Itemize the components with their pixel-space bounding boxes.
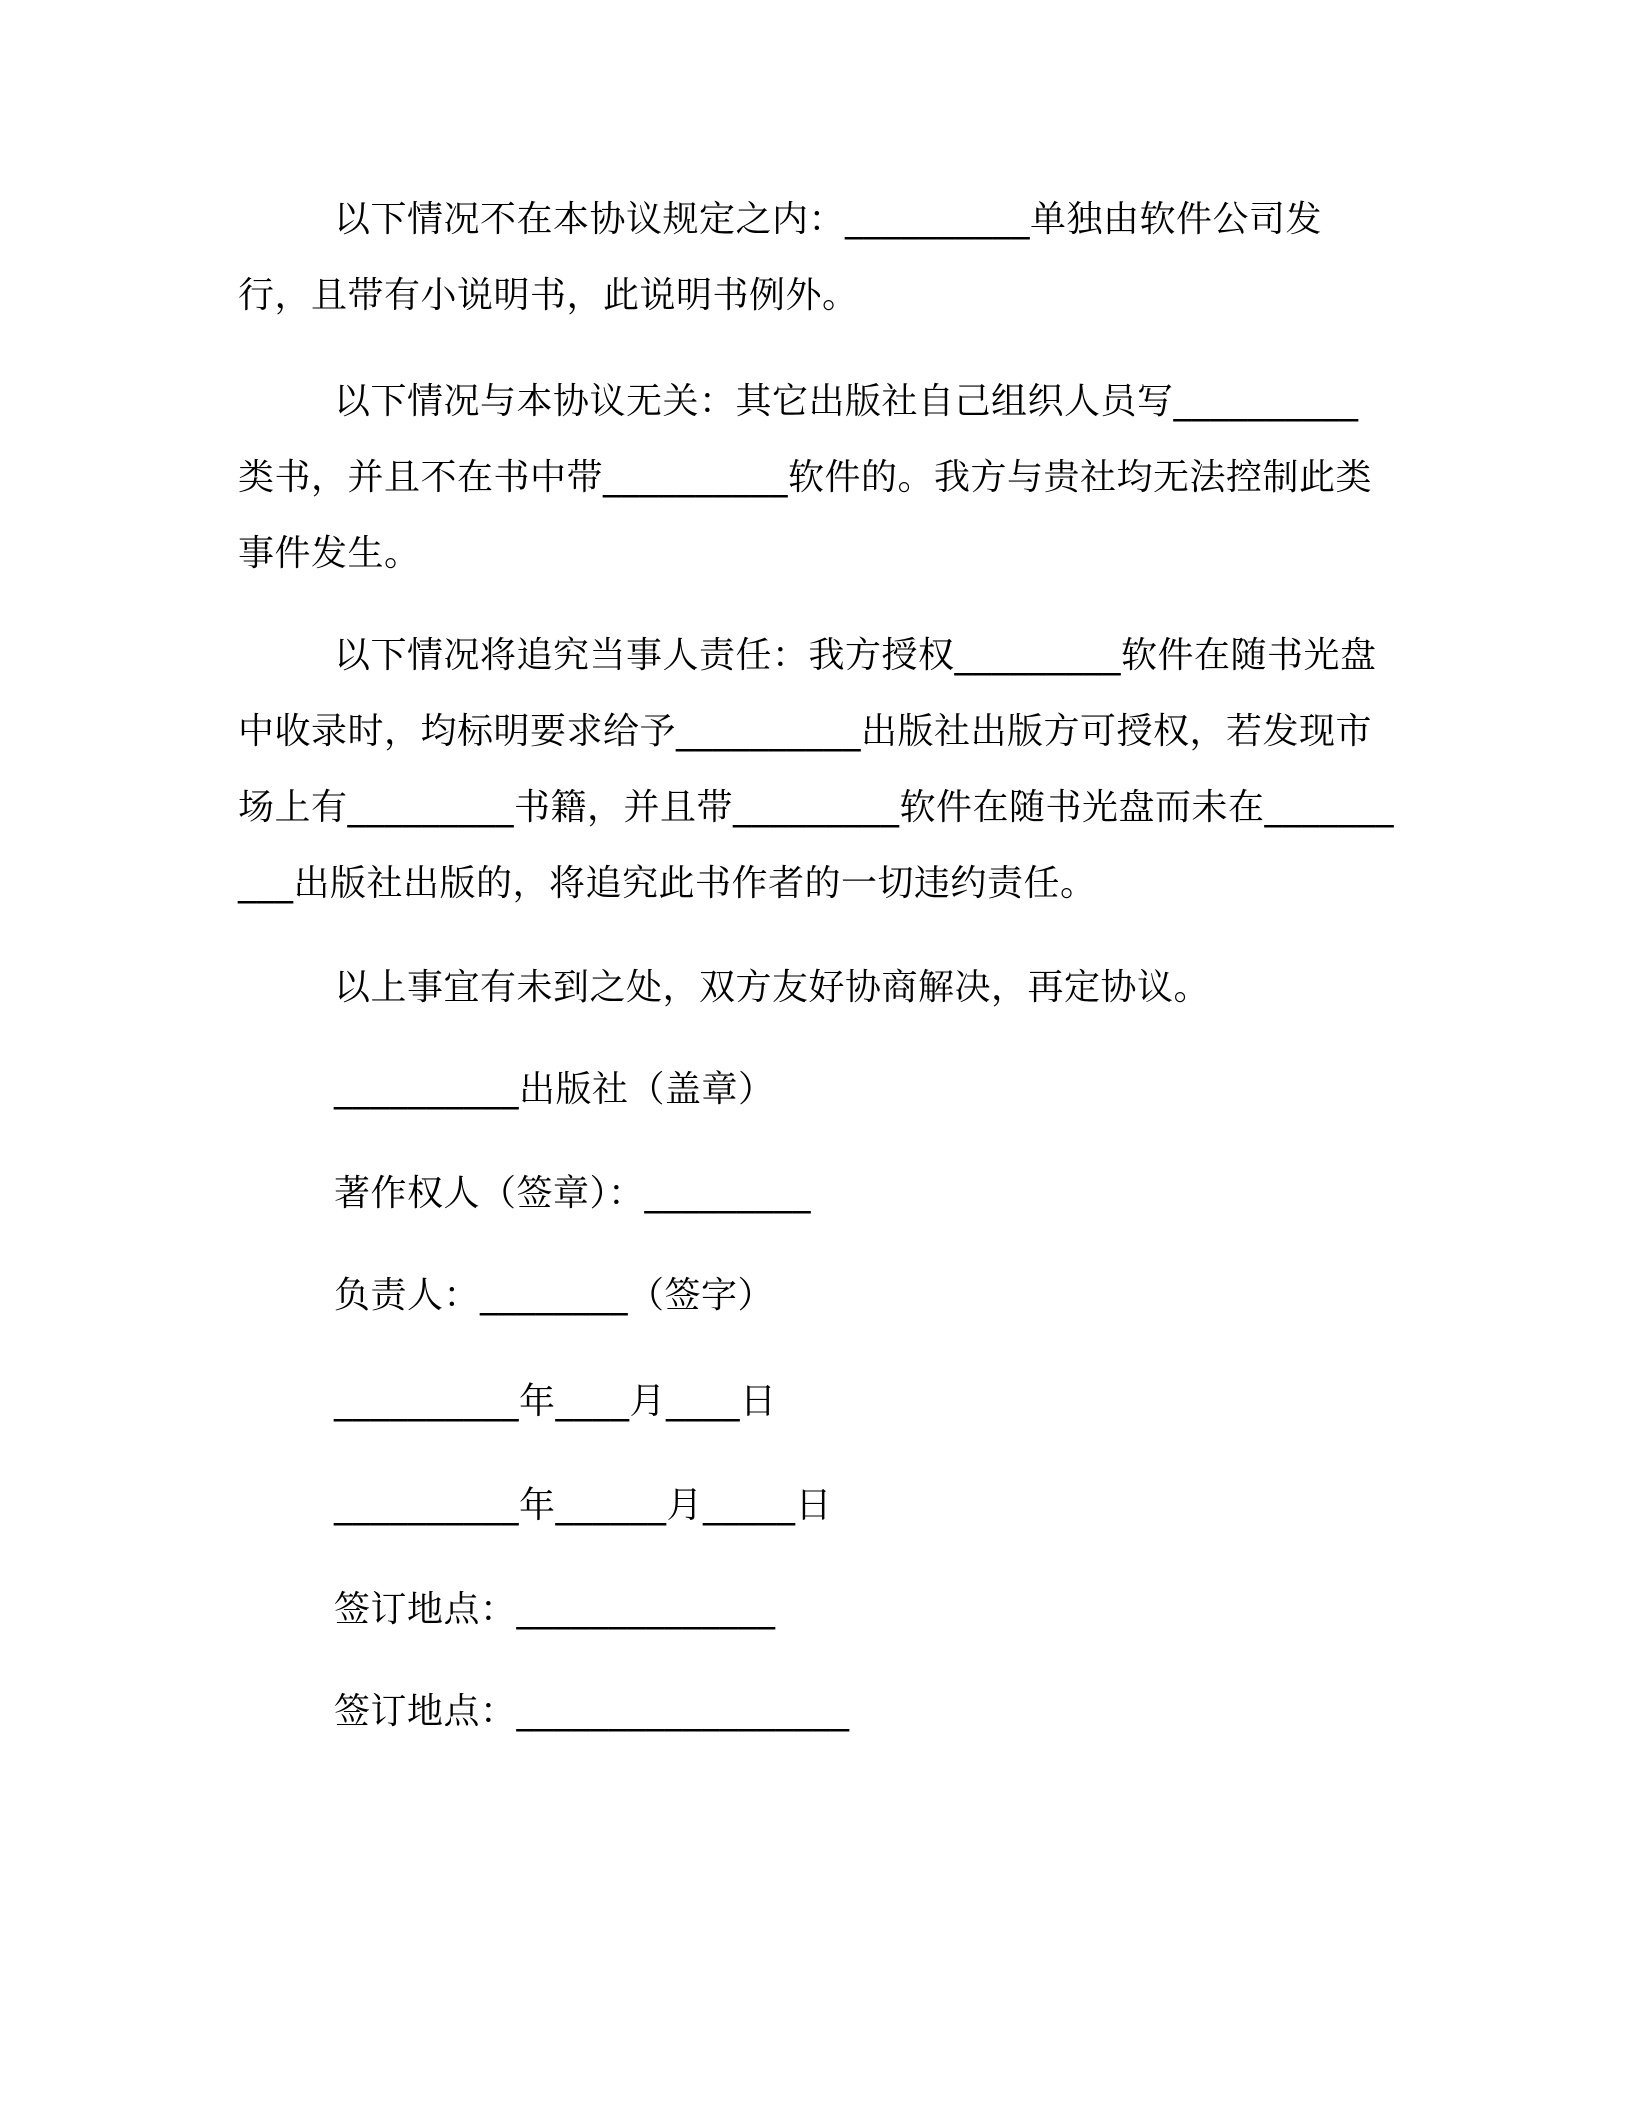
signing-place-line: 签订地点：__________________ [334, 1691, 850, 1732]
date-line: __________年____月____日 [334, 1381, 777, 1422]
paragraph-liability: 以下情况将追究当事人责任：我方授权_________软件在随书光盘中收录时，均标明要求给予__________出版社出版方可授权，若发现市场上有_________书籍，并且带_________软件在随书光盘而未在__________出版社出版的，将追究此书作者的一切违约责任。 [238, 635, 1395, 904]
paragraph-unrelated: 以下情况与本协议无关：其它出版社自己组织人员写__________类书，并且不在书中带__________软件的。我方与贵社均无法控制此类事件发生。 [238, 381, 1373, 574]
signing-place-line: 签订地点：______________ [334, 1589, 776, 1630]
copyright-holder-signature-line: 著作权人（签章）：_________ [334, 1173, 812, 1214]
paragraph-negotiation: 以上事宜有未到之处，双方友好协商解决，再定协议。 [334, 967, 1211, 1008]
date-line: __________年______月_____日 [334, 1485, 832, 1526]
publisher-seal-line: __________出版社（盖章） [334, 1069, 775, 1110]
paragraph-exclusions: 以下情况不在本协议规定之内：__________单独由软件公司发行，且带有小说明书，此说明书例外。 [238, 199, 1323, 316]
responsible-person-signature-line: 负责人：________（签字） [334, 1275, 775, 1316]
